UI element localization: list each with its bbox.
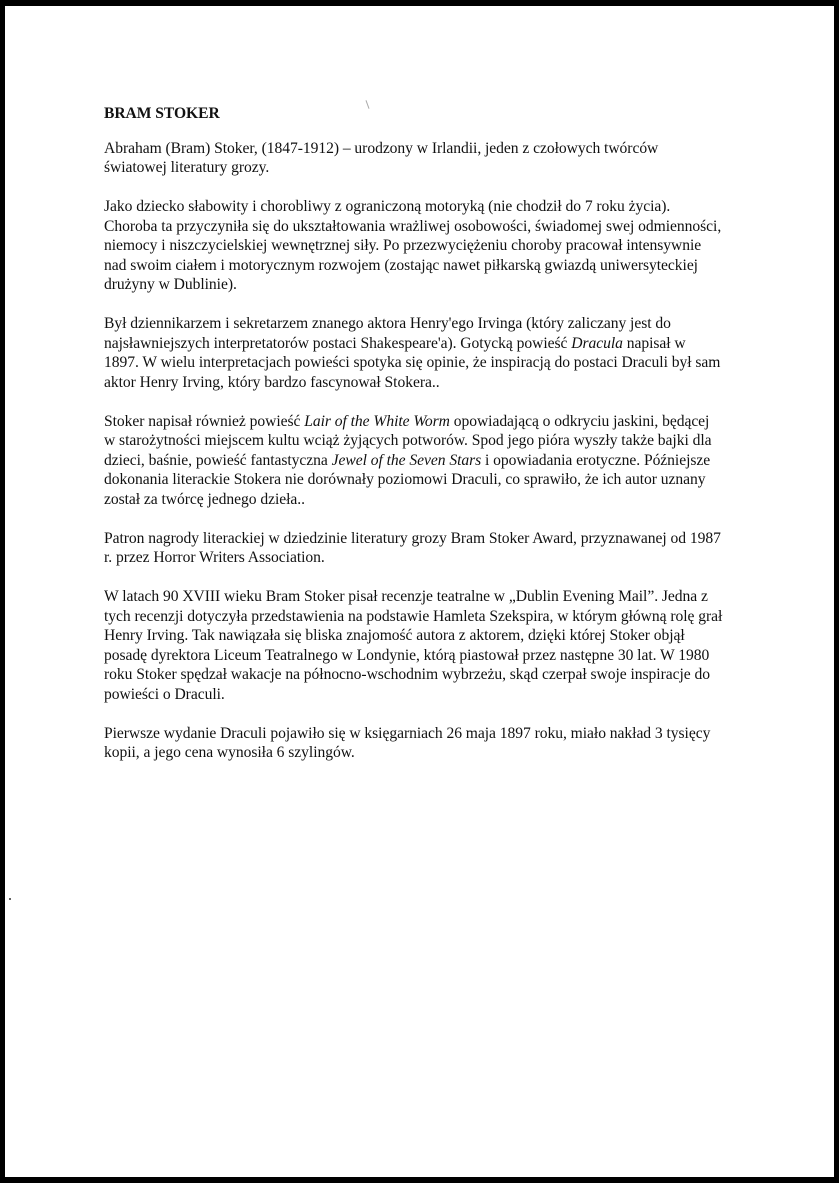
text-line: powieści o Draculi. [104,685,225,703]
text-line: Abraham (Bram) Stoker, (1847-1912) – urodzony w Irlandii, jeden z czołowych twórców [104,139,659,157]
text-line [104,412,744,432]
text-line: tych recenzji dotyczyła przedstawienia na podstawie Hamleta Szekspira, w którym główną rolę grał [104,607,723,625]
text-line: aktor Henry Irving, który bardzo fascynował Stokera.. [104,373,440,391]
text-line: roku Stoker spędzał wakacje na północno-wschodnim wybrzeżu, skąd czerpał swoje inspiracje do [104,666,710,683]
text-line: niemocy i niszczycielskiej wewnętrznej siły. Po przezwyciężeniu choroby pracował intensywnie [104,237,702,254]
text-line: Pierwsze wydanie Draculi pojawiło się w księgarniach 26 maja 1897 roku, miało nakład 3 tysięcy [104,724,711,742]
document-title: BRAM STOKER [104,105,220,122]
text-line: został za twórcę jednego dzieła.. [104,490,305,508]
book-title-lair: Lair of the White Worm [304,412,450,430]
text-line: 1897. W wielu interpretacjach powieści spotyka się opinie, że inspiracją do postaci Draculi był sam [104,354,721,371]
text-line: Henry Irving. Tak nawiązała się bliska znajomość autora z aktorem, dzięki której Stoker objął [104,627,685,644]
paragraph-works [104,412,744,510]
text-line: Był dziennikarzem i sekretarzem znanego aktora Henry'ego Irvinga (który zaliczany jest do [104,315,671,332]
text-run: opowiadającą o odkryciu jaskini, będącej [449,412,710,430]
paragraph-childhood [104,197,744,295]
text-line: w starożytności miejscem kultu wciąż żyjących potworów. Spod jego pióra wyszły także bajki dla [104,432,712,449]
paragraph-award [104,529,744,568]
text-run: najsławniejszych interpretatorów postaci Shakespeare'a). Gotycką powieść [104,334,572,352]
document-body [104,104,744,782]
text-line [104,334,744,354]
book-title-dracula: Dracula [571,334,623,352]
paragraph-intro [104,139,744,178]
text-line [104,451,744,471]
text-line: nad swoim ciałem i motorycznym rozwojem (zostając nawet piłkarską gwiazdą uniwersyteckiej [104,256,698,274]
paragraph-first-edition [104,724,744,763]
text-run: Stoker napisał również powieść [104,412,305,430]
text-line: światowej literatury grozy. [104,159,270,176]
text-line: Jako dziecko słabowity i chorobliwy z ograniczoną motoryką (nie chodził do 7 roku życia). [104,198,671,215]
text-line: posadę dyrektora Liceum Teatralnego w Londynie, którą piastował przez następne 30 lat. W 1980 [104,646,710,664]
text-line: Patron nagrody literackiej w dziedzinie literatury grozy Bram Stoker Award, przyznawanej od 1987 [104,529,721,547]
text-line: drużyny w Dublinie). [104,276,237,293]
text-run: i opowiadania erotyczne. Późniejsze [481,451,711,469]
text-line: dokonania literackie Stokera nie dorównały poziomowi Draculi, co sprawiło, że ich autor uznany [104,471,706,488]
text-run: dzieci, baśnie, powieść fantastyczna [104,451,332,469]
text-line: r. przez Horror Writers Association. [104,549,325,566]
text-run: napisał w [622,334,686,352]
paragraph-theatre [104,587,744,704]
text-line: Choroba ta przyczyniła się do ukształtowania wrażliwej osobowości, świadomej swej odmienności, [104,217,722,235]
scan-speck [9,898,11,900]
book-title-jewel: Jewel of the Seven Stars [331,451,482,469]
text-line: W latach 90 XVIII wieku Bram Stoker pisał recenzje teatralne w „Dublin Evening Mail”. Jedna z [104,588,708,605]
text-line: kopii, a jego cena wynosiła 6 szylingów. [104,744,355,761]
paragraph-career [104,314,744,392]
